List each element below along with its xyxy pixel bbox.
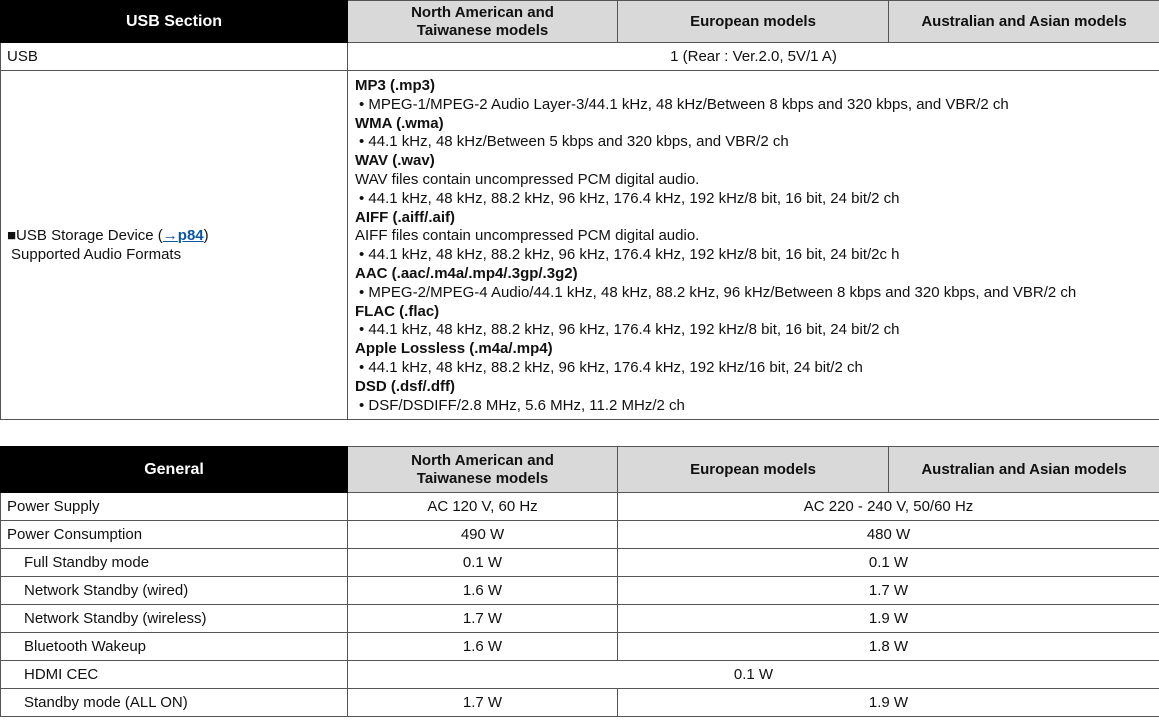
general-table-body	[1, 493, 1159, 717]
page-ref-text: p84	[177, 227, 204, 245]
format-detail: • 44.1 kHz, 48 kHz, 88.2 kHz, 96 kHz, 176.4 kHz, 192 kHz/8 bit, 16 bit, 24 bit/2 ch	[359, 189, 900, 207]
format-detail: AIFF files contain uncompressed PCM digital audio.	[355, 227, 700, 245]
format-name: MP3 (.mp3)	[355, 77, 436, 94]
table-row	[1, 689, 1159, 717]
row-label: Full Standby mode	[1, 549, 348, 577]
column-header-north-american	[348, 1, 618, 43]
table-row	[1, 633, 1159, 661]
general-section-title: General	[1, 447, 348, 493]
format-detail: • MPEG-1/MPEG-2 Audio Layer-3/44.1 kHz, 48 kHz/Between 8 kbps and 320 kbps, and VBR/2 ch	[359, 95, 1009, 113]
row-value-north-american: 1.6 W	[348, 577, 618, 605]
format-name: AIFF (.aiff/.aif)	[355, 208, 455, 226]
usb-row-value: 1 (Rear : Ver.2.0, 5V/1 A)	[348, 43, 1159, 71]
column-header-australian-asian: Australian and Asian models	[889, 1, 1159, 43]
row-value-european-asian: 1.8 W	[618, 633, 1159, 661]
column-header-north-american-text: North American and Taiwanese models	[411, 451, 554, 487]
row-value-north-american: 490 W	[348, 521, 618, 549]
format-name: Apple Lossless (.m4a/.mp4)	[355, 340, 553, 358]
row-label: Power Supply	[1, 493, 348, 521]
row-label: HDMI CEC	[1, 661, 348, 689]
format-name: DSD (.dsf/.dff)	[355, 377, 455, 395]
storage-label-line2: Supported Audio Formats	[11, 246, 182, 264]
row-value-european-asian: 480 W	[618, 521, 1159, 549]
storage-device-label	[1, 226, 347, 245]
format-detail: • 44.1 kHz, 48 kHz, 88.2 kHz, 96 kHz, 176.4 kHz, 192 kHz/16 bit, 24 bit/2 ch	[359, 358, 863, 376]
format-name: WMA (.wma)	[355, 114, 444, 132]
format-detail: • 44.1 kHz, 48 kHz, 88.2 kHz, 96 kHz, 176.4 kHz, 192 kHz/8 bit, 16 bit, 24 bit/2 ch	[359, 321, 900, 339]
usb-row-label: USB	[1, 43, 348, 71]
row-label: Network Standby (wired)	[1, 577, 348, 605]
table-row	[1, 549, 1159, 577]
row-value-european-asian: 1.9 W	[618, 605, 1159, 633]
row-label: Power Consumption	[1, 521, 348, 549]
storage-label-suffix: )	[203, 227, 209, 245]
column-header-north-american	[348, 447, 618, 493]
table-row	[1, 605, 1159, 633]
row-value-north-american: 0.1 W	[348, 549, 618, 577]
format-detail: • MPEG-2/MPEG-4 Audio/44.1 kHz, 48 kHz, 88.2 kHz, 96 kHz/Between 8 kbps and 320 kbps, and VBR/2 ch	[359, 283, 1077, 301]
row-label: Standby mode (ALL ON)	[1, 689, 348, 717]
arrow-icon: →	[162, 227, 178, 245]
column-header-european: European models	[618, 1, 889, 43]
column-header-north-american-text: North American and Taiwanese models	[411, 3, 554, 39]
row-value-european-asian: 1.7 W	[618, 577, 1159, 605]
column-header-european: European models	[618, 447, 889, 493]
format-detail: • 44.1 kHz, 48 kHz, 88.2 kHz, 96 kHz, 176.4 kHz, 192 kHz/8 bit, 16 bit, 24 bit/2c h	[359, 246, 900, 264]
row-value-north-american: 1.7 W	[348, 689, 618, 717]
row-value-european-asian: 1.9 W	[618, 689, 1159, 717]
row-value-all: 0.1 W	[348, 661, 1159, 689]
column-header-australian-asian: Australian and Asian models	[889, 447, 1159, 493]
storage-label-prefix: ■USB Storage Device (	[7, 227, 163, 245]
row-value-north-american: AC 120 V, 60 Hz	[348, 493, 618, 521]
format-detail: WAV files contain uncompressed PCM digital audio.	[355, 170, 700, 188]
general-table	[0, 446, 1159, 717]
storage-device-label-cell	[1, 71, 348, 420]
format-name: WAV (.wav)	[355, 152, 435, 170]
format-detail: • DSF/DSDIFF/2.8 MHz, 5.6 MHz, 11.2 MHz/2 ch	[359, 396, 685, 414]
row-label: Network Standby (wireless)	[1, 605, 348, 633]
row-value-european-asian: AC 220 - 240 V, 50/60 Hz	[618, 493, 1159, 521]
page-ref-link[interactable]	[163, 227, 204, 244]
format-name: FLAC (.flac)	[355, 302, 440, 320]
format-name: AAC (.aac/.m4a/.mp4/.3gp/.3g2)	[355, 264, 578, 282]
table-row	[1, 493, 1159, 521]
table-row	[1, 577, 1159, 605]
audio-formats-list	[355, 77, 1159, 415]
row-value-european-asian: 0.1 W	[618, 549, 1159, 577]
table-row	[1, 661, 1159, 689]
row-label: Bluetooth Wakeup	[1, 633, 348, 661]
table-row	[1, 521, 1159, 549]
row-value-north-american: 1.6 W	[348, 633, 618, 661]
audio-formats-cell	[348, 71, 1159, 420]
format-detail: • 44.1 kHz, 48 kHz/Between 5 kbps and 320 kbps, and VBR/2 ch	[359, 133, 789, 151]
row-value-north-american: 1.7 W	[348, 605, 618, 633]
usb-section-title: USB Section	[1, 1, 348, 43]
